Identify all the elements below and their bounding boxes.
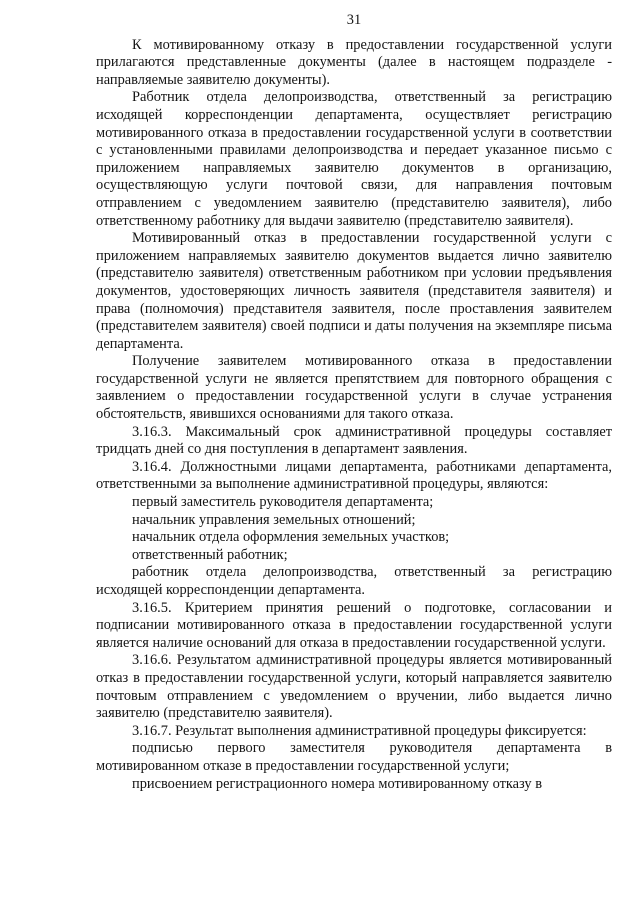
result-list-item: подписью первого заместителя руководителя департамента в мотивированном отказе в предоставлении государственной услуги;	[96, 740, 612, 774]
official-list-item: работник отдела делопроизводства, ответственный за регистрацию исходящей корреспонденции департамента.	[96, 564, 612, 598]
paragraph-3-16-3: 3.16.3. Максимальный срок административной процедуры составляет тридцать дней со дня поступления в департамент заявления.	[96, 423, 612, 458]
official-list-item: начальник отдела оформления земельных участков;	[132, 529, 450, 546]
official-list-item: первый заместитель руководителя департамента;	[132, 494, 434, 511]
paragraph-3-16-7: 3.16.7. Результат выполнения административной процедуры фиксируется:	[132, 722, 587, 739]
paragraph-personal-delivery: Мотивированный отказ в предоставлении государственной услуги с приложением направляемых заявителю документов выдается лично заявителю (представителю заявителя) ответственным работником при условии предъявления документов, удостоверяющих личность заявителя (представителя заявителя) и права (полномочия) представителя заявителя, после проставления заявителем (представителем заявителя) своей подписи и даты получения на экземпляре письма департамента.	[96, 230, 612, 352]
paragraph-attachments: К мотивированному отказу в предоставлении государственной услуги прилагаются представленные документы (далее в настоящем подразделе - направляемые заявителю документы).	[96, 36, 612, 88]
paragraph-3-16-6: 3.16.6. Результатом административной процедуры является мотивированный отказ в предоставлении государственной услуги, который направляется заявителю почтовым отправлением с уведомлением о вручении, либо выдается лично заявителю (представителю заявителя).	[96, 652, 612, 722]
page-number: 31	[346, 12, 362, 28]
official-list-item: начальник управления земельных отношений;	[132, 511, 416, 528]
paragraph-3-16-5: 3.16.5. Критерием принятия решений о подготовке, согласовании и подписании мотивированного отказа в предоставлении государственной услуги является наличие оснований для отказа в предоставлении государственной услуги.	[96, 599, 612, 651]
paragraph-3-16-4: 3.16.4. Должностными лицами департамента, работниками департамента, ответственными за выполнение административной процедуры, являются:	[96, 458, 612, 493]
paragraph-reapplication: Получение заявителем мотивированного отказа в предоставлении государственной услуги не является препятствием для повторного обращения с заявлением о предоставлении государственной услуги в случае устранения обстоятельств, явившихся основаниями для такого отказа.	[96, 353, 612, 423]
paragraph-registration: Работник отдела делопроизводства, ответственный за регистрацию исходящей корреспонденции департамента, осуществляет регистрацию мотивированного отказа в предоставлении государственной услуги в соответствии с установленными правилами делопроизводства и передает указанное письмо с приложением направляемых заявителю документов в организацию, осуществляющую услуги почтовой связи, для направления почтовым отправлением с уведомлением заявителю (представителю заявителя), либо ответственному работнику для выдачи заявителю (представителю заявителя).	[96, 89, 612, 229]
official-list-item: ответственный работник;	[132, 546, 288, 563]
result-list-item: присвоением регистрационного номера мотивированному отказу в	[132, 775, 543, 792]
document-page	[96, 12, 612, 793]
